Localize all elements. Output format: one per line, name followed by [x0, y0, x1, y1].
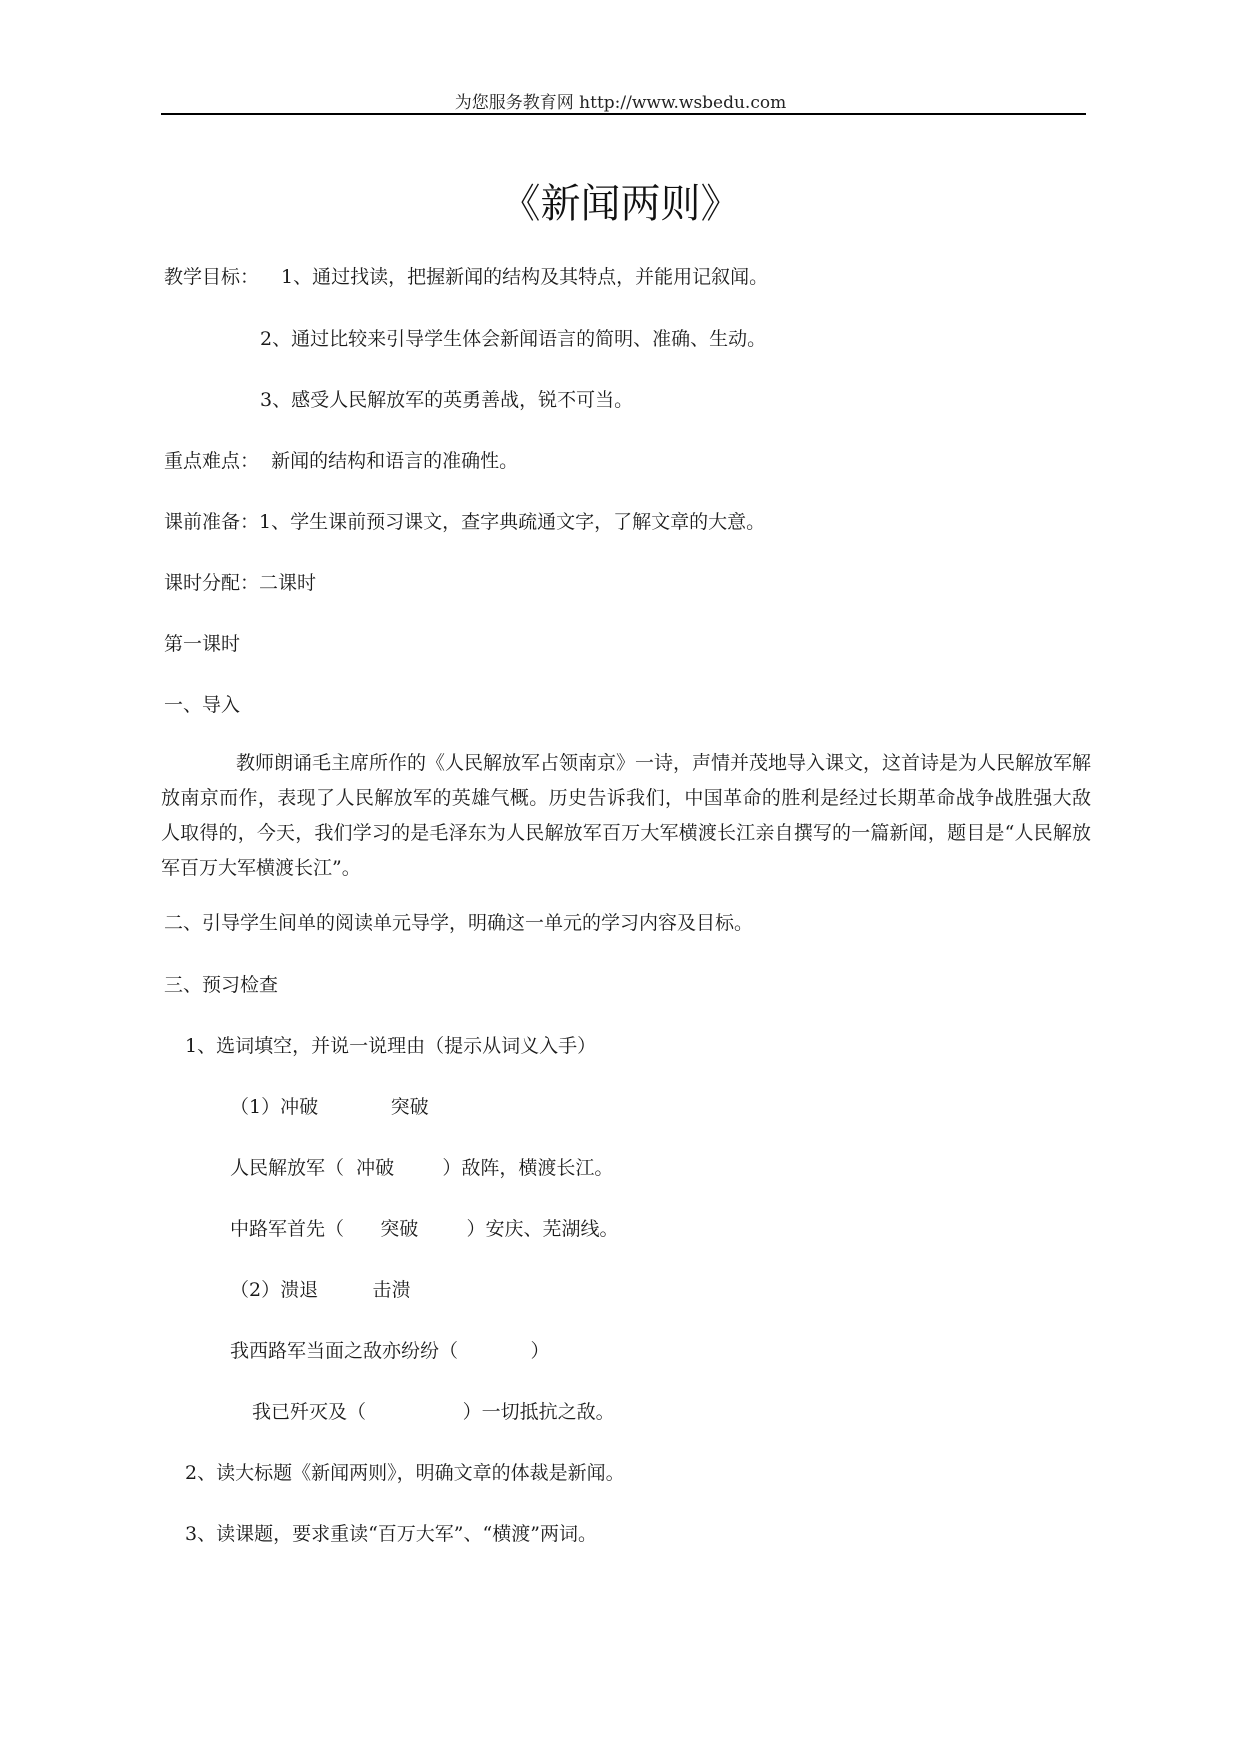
section-2: 二、引导学生间单的阅读单元导学，明确这一单元的学习内容及目标。	[164, 912, 754, 934]
section-3-heading: 三、预习检查	[164, 974, 279, 996]
objective-item-2: 2、通过比较来引导学生体会新闻语言的简明、准确、生动。	[260, 328, 767, 350]
objective-item-3: 3、感受人民解放军的英勇善战，锐不可当。	[260, 389, 634, 411]
word-group-1: （1）冲破 突破	[230, 1096, 429, 1118]
objectives-label: 教学目标：	[164, 266, 260, 288]
preparation: 课前准备：1、学生课前预习课文，查字典疏通文字，了解文章的大意。	[164, 511, 766, 533]
question-3: 3、读课题，要求重读“百万大军”、“横渡”两词。	[185, 1523, 597, 1545]
document-title: 《新闻两则》	[500, 181, 741, 227]
fill-sentence-2: 中路军首先（ 突破 ）安庆、芜湖线。	[230, 1218, 619, 1240]
question-1: 1、选词填空，并说一说理由（提示从词义入手）	[185, 1035, 597, 1057]
fill-sentence-3: 我西路军当面之敌亦纷纷（ ）	[230, 1340, 550, 1362]
question-2: 2、读大标题《新闻两则》，明确文章的体裁是新闻。	[185, 1462, 625, 1484]
key-points: 重点难点： 新闻的结构和语言的准确性。	[164, 450, 519, 472]
section-1-paragraph: 教师朗诵毛主席所作的《人民解放军占领南京》一诗，声情并茂地导入课文，这首诗是为人民解放军解放南京而作，表现了人民解放军的英雄气概。历史告诉我们，中国革命的胜利是经过长期革命战争战胜强大敌人取得的，今天，我们学习的是毛泽东为人民解放军百万大军横渡长江亲自撰写的一篇新闻，题目是“人民解放军百万大军横渡长江”。	[161, 752, 1092, 879]
fill-sentence-4: 我已歼灭及（ ）一切抵抗之敌。	[252, 1401, 615, 1423]
word-group-2: （2）溃退 击溃	[230, 1279, 411, 1301]
fill-sentence-1: 人民解放军（ 冲破 ）敌阵，横渡长江。	[230, 1157, 614, 1179]
header-rule	[161, 113, 1086, 115]
lesson-heading: 第一课时	[164, 633, 241, 655]
schedule: 课时分配：二课时	[164, 572, 317, 594]
objective-item-1: 1、通过找读，把握新闻的结构及其特点，并能用记叙闻。	[281, 266, 769, 288]
section-1-heading: 一、导入	[164, 694, 241, 716]
page-header: 为您服务教育网 http://www.wsbedu.com	[454, 93, 787, 113]
